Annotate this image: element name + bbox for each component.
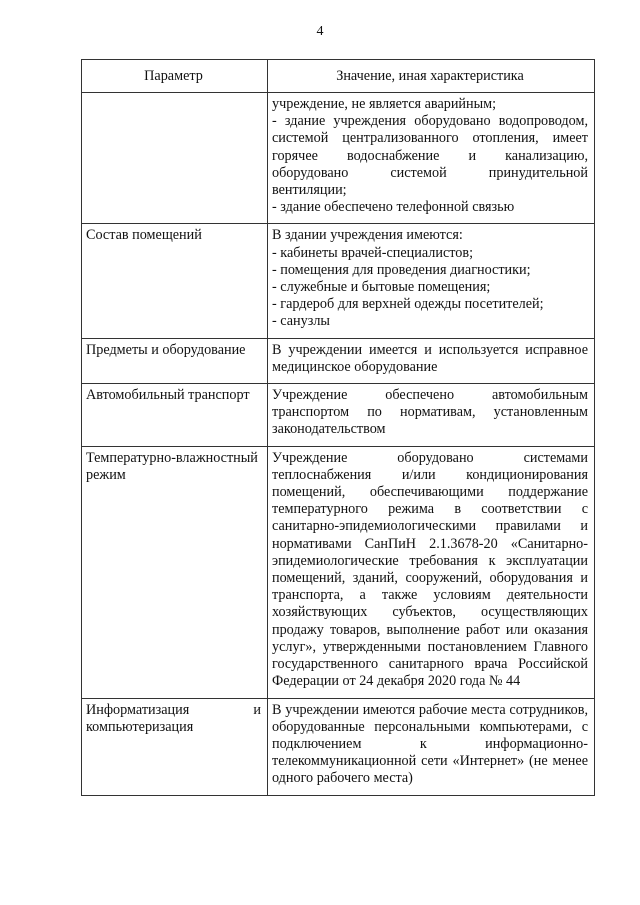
table-row [82, 446, 595, 698]
value-line: Учреждение обеспечено автомобильным транспортом по нормативам, установленным законодательством [272, 387, 588, 438]
value-line: - помещения для проведения диагностики; [272, 261, 531, 278]
row-param: Состав помещений [82, 224, 268, 338]
value-line: В здании учреждения имеются: [272, 227, 463, 244]
row-value [268, 698, 595, 795]
value-line: - гардероб для верхней одежды посетителей; [272, 296, 544, 313]
value-line: - здание обеспечено телефонной связью [272, 199, 515, 216]
value-line: В учреждении имеются рабочие места сотрудников, оборудованные персональными компьютерами, с подключением к информационно-телекоммуникационной сети «Интернет» (не менее одного рабочего места) [272, 701, 588, 787]
table-header-row [82, 60, 595, 93]
value-line: - кабинеты врачей-специалистов; [272, 244, 474, 261]
value-line: - санузлы [272, 313, 330, 330]
table-row [82, 224, 595, 338]
table-row [82, 338, 595, 383]
value-line: Учреждение оборудовано системами теплоснабжения и/или кондиционирования помещений, обеспечивающими поддержание температурного режима в соответствии с санитарно-эпидемиологическими правилами и нормативами СанПиН 2.1.3678-20 «Санитарно-эпидемиологические требования к эксплуатации помещений, зданий, сооружений, оборудования и транспорта, а также условиям деятельности хозяйствующих субъектов, осуществляющих продажу товаров, выполнение работ или оказания услуг», утвержденными постановлением Главного государственного санитарного врача Российской Федерации от 24 декабря 2020 года № 44 [272, 449, 588, 690]
row-param: Автомобильный транспорт [82, 384, 268, 447]
table-row [82, 384, 595, 447]
table-row [82, 93, 595, 224]
characteristics-table [81, 59, 595, 796]
row-param: Информатизация и компьютеризация [82, 698, 268, 795]
row-param [82, 93, 268, 224]
page-number: 4 [316, 24, 324, 39]
header-param: Параметр [82, 60, 268, 93]
row-value [268, 93, 595, 224]
row-value [268, 384, 595, 447]
row-param: Предметы и оборудование [82, 338, 268, 383]
row-value [268, 224, 595, 338]
row-value [268, 338, 595, 383]
value-line: В учреждении имеется и используется исправное медицинское оборудование [272, 341, 588, 375]
value-line: - служебные и бытовые помещения; [272, 279, 491, 296]
row-value [268, 446, 595, 698]
value-line: - здание учреждения оборудовано водопроводом, системой централизованного отопления, имеет горячее водоснабжение и канализацию, оборудовано системой принудительной вентиляции; [272, 113, 588, 199]
value-line: учреждение, не является аварийным; [272, 96, 497, 112]
table-row [82, 698, 595, 795]
row-param: Температурно-влажностный режим [82, 446, 268, 698]
header-value: Значение, иная характеристика [268, 60, 595, 93]
